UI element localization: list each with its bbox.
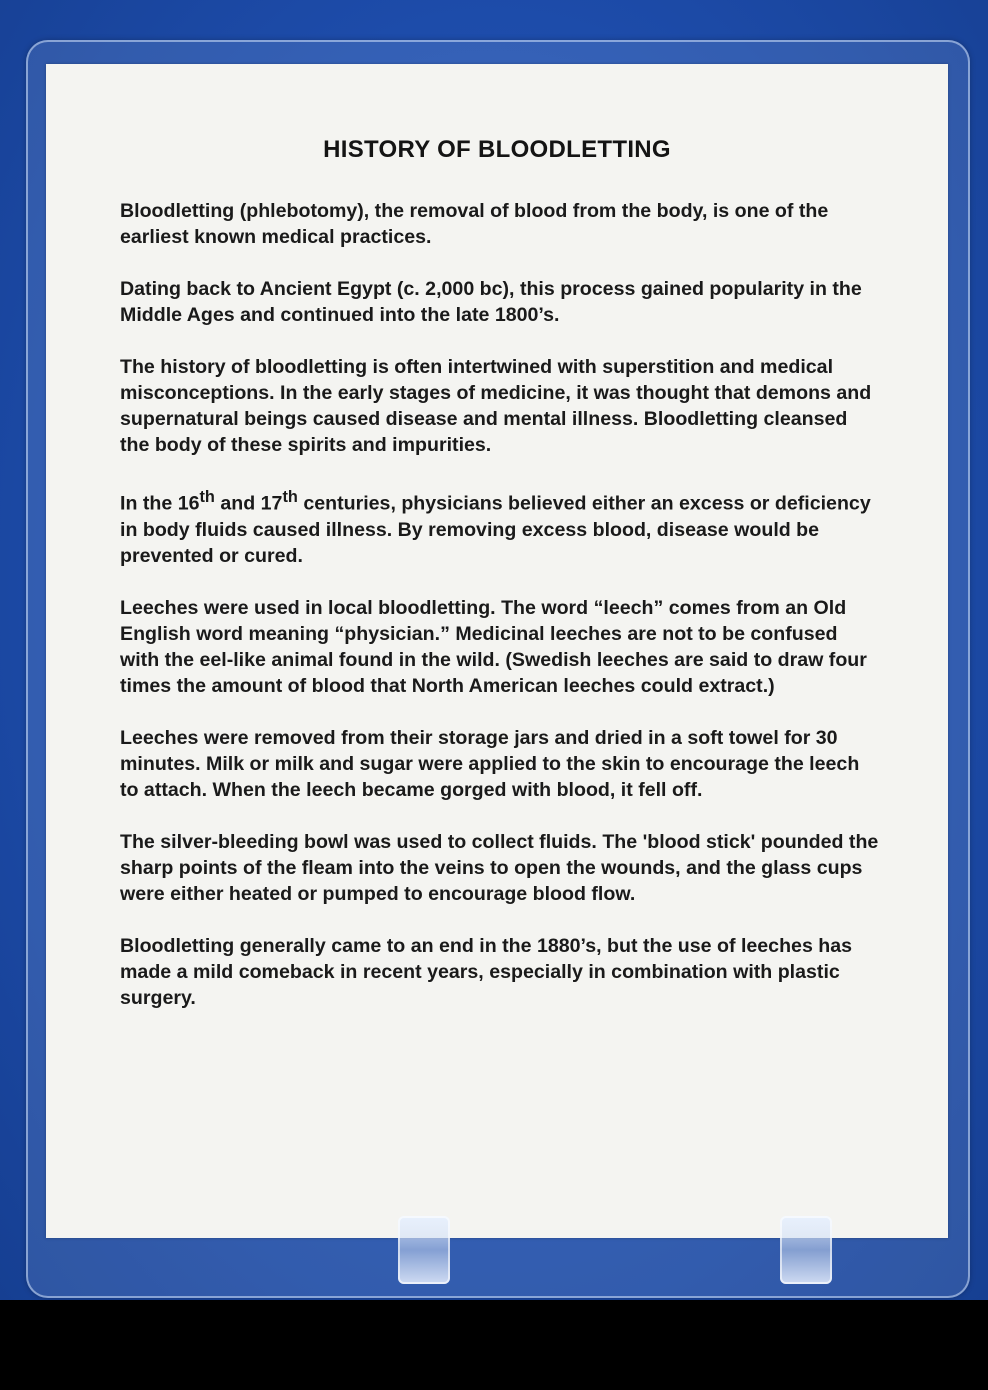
paragraph-8: Bloodletting generally came to an end in the 1880’s, but the use of leeches has made a mild comeback in recent years, especially in combination with plastic surgery. xyxy=(120,934,853,1009)
paragraph-4-part-b: and 17 xyxy=(214,492,283,515)
sign-body xyxy=(120,198,880,1037)
paragraph-4 xyxy=(120,484,880,569)
paragraph-6: Leeches were removed from their storage jars and dried in a soft towel for 30 minutes. Milk or milk and sugar were applied to the skin to encourage the leech to attach. When the leech became gorged with blood, it fell off. xyxy=(120,726,860,801)
paragraph-1: Bloodletting (phlebotomy), the removal of blood from the body, is one of the earliest known medical practices. xyxy=(120,200,829,248)
paragraph-5: Leeches were used in local bloodletting. The word “leech” comes from an Old English word meaning “physician.” Medicinal leeches are not to be confused with the eel-like animal found in the wild. (Swedish leeches are said to draw four times the amount of blood that North American leeches could extract.) xyxy=(120,596,867,697)
acrylic-clip-right xyxy=(780,1216,832,1284)
paragraph-7: The silver-bleeding bowl was used to collect fluids. The 'blood stick' pounded the sharp points of the fleam into the veins to open the wounds, and the glass cups were either heated or pumped to encourage blood flow. xyxy=(120,830,879,905)
paragraph-4-part-a: In the 16 xyxy=(120,492,200,515)
paragraph-3: The history of bloodletting is often intertwined with superstition and medical misconceptions. In the early stages of medicine, it was thought that demons and supernatural beings caused disease and mental illness. Bloodletting cleansed the body of these spirits and impurities. xyxy=(120,356,872,456)
superscript-th-1: th xyxy=(199,488,215,506)
sign-paper xyxy=(46,64,948,1238)
paragraph-2: Dating back to Ancient Egypt (c. 2,000 bc), this process gained popularity in the Middle Ages and continued into the late 1800’s. xyxy=(120,278,862,326)
acrylic-clip-left xyxy=(398,1216,450,1284)
sign-title: HISTORY OF BLOODLETTING xyxy=(323,136,671,163)
superscript-th-2: th xyxy=(282,488,298,506)
black-footer-band xyxy=(0,1300,988,1390)
paragraph-4-part-c: centuries, physicians believed either an excess or deficiency in body fluids caused illness. By removing excess blood, disease would be prevented or cured. xyxy=(120,492,871,567)
